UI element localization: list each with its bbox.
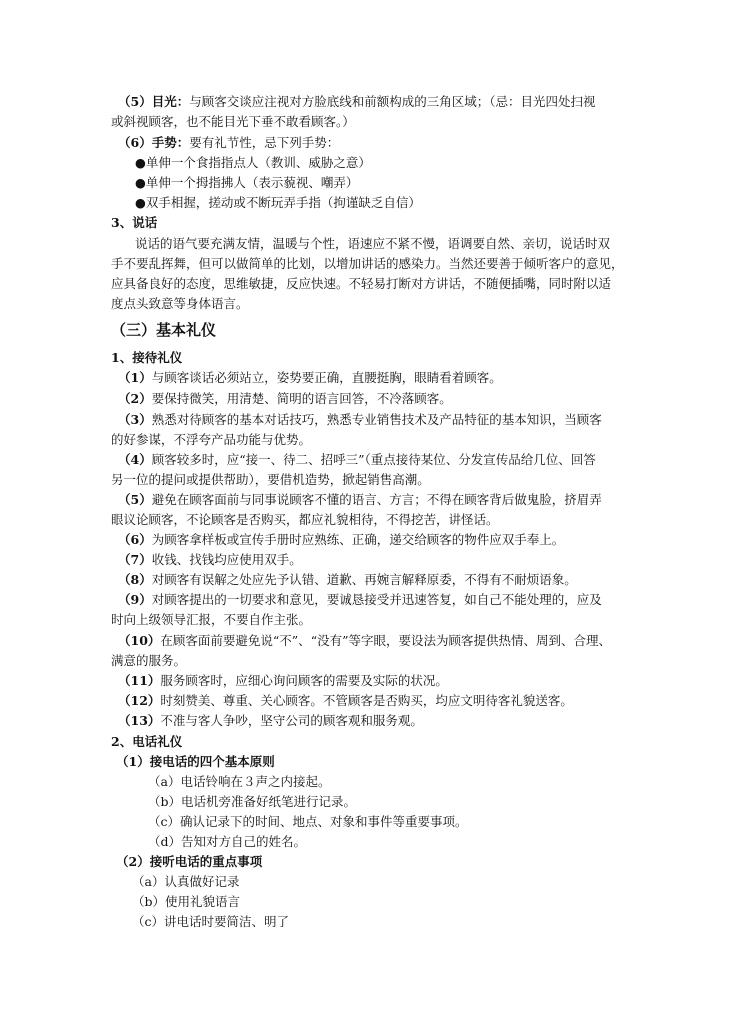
phone-sub1-item: （d）告知对方自己的姓名。 bbox=[148, 834, 307, 849]
reception-item bbox=[118, 450, 596, 470]
reception-item bbox=[118, 389, 452, 409]
gaze-text-2: 或斜视顾客，也不能目光下垂不敢看顾客。） bbox=[111, 114, 355, 129]
phone-sub2-item: （c）讲电话时要简洁、明了 bbox=[132, 914, 290, 929]
gesture-label: （6）手势： bbox=[118, 135, 190, 150]
reception-item bbox=[118, 490, 602, 510]
item-text: 不准与客人争吵，坚守公司的顾客观和服务观。 bbox=[160, 713, 423, 728]
item-text: 顾客较多时，应“接一、待二、招呼三”（重点接待某位、分发宣传品给几位、回答 bbox=[151, 452, 596, 467]
speech-paragraph-line: 说话的语气要充满友情，温暖与个性，语速应不紧不慢，语调要自然、亲切，说话时双 bbox=[135, 236, 611, 251]
section-title: （三）基本礼仪 bbox=[111, 321, 217, 339]
reception-item bbox=[118, 570, 577, 590]
item-text: 要保持微笑，用清楚、简明的语言回答，不冷落顾客。 bbox=[151, 391, 452, 406]
speech-paragraph-line: 手不要乱挥舞，但可以做简单的比划，以增加讲话的感染力。当然还要善于倾听客户的意见， bbox=[111, 256, 624, 271]
item-text: 在顾客面前要避免说“不”、“没有”等字眼，要设法为顾客提供热情、周到、合理、 bbox=[160, 633, 611, 648]
item-number: （13） bbox=[118, 713, 161, 728]
gesture-bullet: ●单伸一个拇指拂人（表示藐视、嘲弄） bbox=[135, 175, 359, 190]
item-number: （3） bbox=[118, 412, 152, 427]
phone-sub1-item: （a）电话铃响在３声之内接起。 bbox=[148, 774, 331, 789]
item-number: （2） bbox=[118, 391, 152, 406]
phone-sub2-item: （b）使用礼貌语言 bbox=[132, 894, 241, 909]
gaze-line-1 bbox=[118, 92, 595, 112]
gaze-label: （5）目光： bbox=[118, 94, 190, 109]
item-text: 时刻赞美、尊重、关心顾客。不管顾客是否购买，均应文明待客礼貌送客。 bbox=[160, 693, 573, 708]
reception-item bbox=[118, 530, 564, 550]
item-continuation: 的好参谋，不浮夸产品功能与优势。 bbox=[111, 432, 312, 447]
item-continuation: 眼议论顾客，不论顾客是否购买，都应礼貌相待，不得挖苦，讲怪话。 bbox=[111, 512, 499, 527]
item-text: 避免在顾客面前与同事说顾客不懂的语言、方言；不得在顾客背后做鬼脸，挤眉弄 bbox=[151, 492, 602, 507]
phone-sub1-item: （c）确认记录下的时间、地点、对象和事件等重要事项。 bbox=[148, 814, 468, 829]
item-number: （9） bbox=[118, 592, 152, 607]
gesture-bullet: ●单伸一个食指指点人（教训、威胁之意） bbox=[135, 155, 371, 170]
gaze-text-1: 与顾客交谈应注视对方脸底线和前额构成的三角区域；（忌：目光四处扫视 bbox=[189, 94, 596, 109]
item-text: 与顾客谈话必须站立，姿势要正确，直腰挺胸，眼睛看着顾客。 bbox=[151, 370, 502, 385]
reception-heading: 1、接待礼仪 bbox=[111, 350, 183, 365]
gesture-line bbox=[118, 133, 339, 153]
reception-item bbox=[118, 631, 611, 651]
item-continuation: 另一位的提问或提供帮助），要借机造势，掀起销售高潮。 bbox=[111, 472, 430, 487]
reception-item bbox=[118, 410, 602, 430]
reception-item bbox=[118, 368, 502, 388]
item-text: 熟悉对待顾客的基本对话技巧，熟悉专业销售技术及产品特征的基本知识，当顾客 bbox=[151, 412, 602, 427]
reception-item bbox=[118, 550, 302, 570]
reception-item bbox=[118, 711, 423, 731]
phone-sub2-item: （a）认真做好记录 bbox=[132, 874, 240, 889]
item-number: （5） bbox=[118, 492, 152, 507]
item-text: 为顾客拿样板或宣传手册时应熟练、正确，递交给顾客的物件应双手奉上。 bbox=[151, 532, 565, 547]
item-number: （10） bbox=[118, 633, 161, 648]
speech-heading: 3、说话 bbox=[111, 215, 158, 230]
gesture-bullet: ●双手相握，搓动或不断玩弄手指（拘谨缺乏自信） bbox=[135, 195, 421, 210]
item-text: 对顾客有误解之处应先予认错、道歉、再婉言解释原委，不得有不耐烦语象。 bbox=[151, 572, 577, 587]
item-number: （12） bbox=[118, 693, 161, 708]
item-number: （4） bbox=[118, 452, 152, 467]
phone-sub2-title: （2）接听电话的重点事项 bbox=[116, 854, 263, 869]
item-number: （8） bbox=[118, 572, 152, 587]
reception-item bbox=[118, 590, 602, 610]
item-number: （1） bbox=[118, 370, 152, 385]
item-continuation: 时向上级领导汇报，不要自作主张。 bbox=[111, 612, 312, 627]
phone-heading: 2、电话礼仪 bbox=[111, 734, 183, 749]
reception-item bbox=[118, 671, 448, 691]
speech-paragraph-line: 度点头致意等身体语言。 bbox=[111, 296, 249, 311]
item-number: （6） bbox=[118, 532, 152, 547]
phone-sub1-item: （b）电话机旁准备好纸笔进行记录。 bbox=[148, 794, 357, 809]
phone-sub1-title: （1）接电话的四个基本原则 bbox=[116, 754, 275, 769]
item-continuation: 满意的服务。 bbox=[111, 653, 187, 668]
reception-item bbox=[118, 691, 573, 711]
item-text: 收钱、找钱均应使用双手。 bbox=[151, 552, 302, 567]
item-text: 服务顾客时，应细心询问顾客的需要及实际的状况。 bbox=[160, 673, 448, 688]
item-text: 对顾客提出的一切要求和意见，要诚恳接受并迅速答复，如自己不能处理的，应及 bbox=[151, 592, 602, 607]
gesture-text: 要有礼节性，忌下列手势： bbox=[189, 135, 340, 150]
item-number: （7） bbox=[118, 552, 152, 567]
speech-paragraph-line: 应具备良好的态度，思维敏捷，反应快速。不轻易打断对方讲话，不随便插嘴，同时附以适 bbox=[111, 276, 612, 291]
item-number: （11） bbox=[118, 673, 161, 688]
